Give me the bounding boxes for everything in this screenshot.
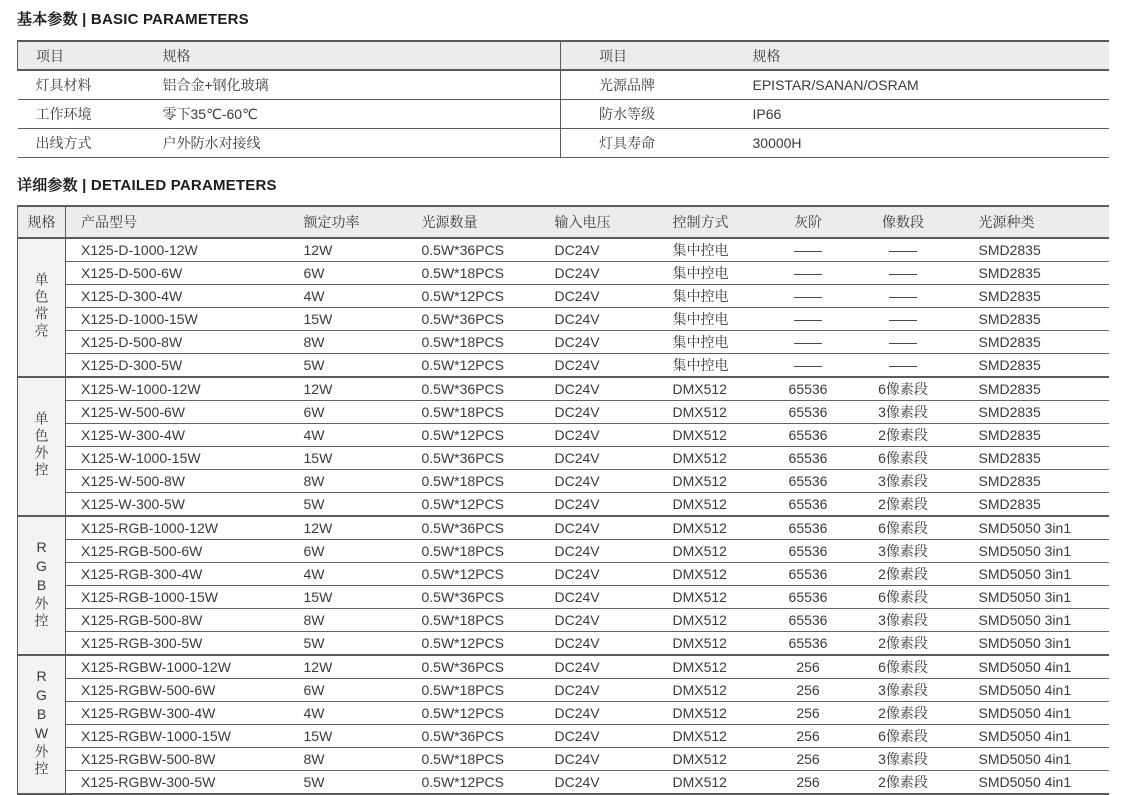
voltage-cell: DC24V [540, 609, 658, 632]
gray-cell: 256 [761, 771, 856, 795]
voltage-cell: DC24V [540, 632, 658, 656]
param-name: 工作环境 [18, 100, 148, 129]
product-row [18, 401, 1109, 424]
column-header-voltage: 输入电压 [540, 206, 658, 238]
control-cell: DMX512 [658, 586, 761, 609]
voltage-cell: DC24V [540, 238, 658, 262]
power-cell: 8W [289, 609, 407, 632]
voltage-cell: DC24V [540, 470, 658, 493]
model-cell: X125-RGB-300-4W [66, 563, 289, 586]
pixel-cell: 2像素段 [856, 424, 951, 447]
gray-cell: 65536 [761, 586, 856, 609]
column-header-qty: 光源数量 [407, 206, 540, 238]
source-cell: SMD2835 [951, 493, 1109, 517]
power-cell: 8W [289, 331, 407, 354]
product-row [18, 586, 1109, 609]
control-cell: DMX512 [658, 540, 761, 563]
group-label-text: RGB外控 [33, 538, 50, 630]
control-cell: 集中控电 [658, 354, 761, 378]
source-cell: SMD5050 4in1 [951, 679, 1109, 702]
column-header-power: 额定功率 [289, 206, 407, 238]
source-cell: SMD5050 4in1 [951, 771, 1109, 795]
power-cell: 15W [289, 586, 407, 609]
source-cell: SMD2835 [951, 354, 1109, 378]
model-cell: X125-D-500-6W [66, 262, 289, 285]
gray-cell: —— [761, 262, 856, 285]
gray-cell: 65536 [761, 447, 856, 470]
source-cell: SMD5050 4in1 [951, 702, 1109, 725]
power-cell: 12W [289, 377, 407, 401]
voltage-cell: DC24V [540, 586, 658, 609]
param-value: 户外防水对接线 [148, 129, 561, 158]
product-row [18, 563, 1109, 586]
column-header-spec: 规格 [18, 206, 66, 238]
power-cell: 6W [289, 401, 407, 424]
pixel-cell: —— [856, 354, 951, 378]
control-cell: DMX512 [658, 377, 761, 401]
power-cell: 4W [289, 702, 407, 725]
power-cell: 12W [289, 655, 407, 679]
model-cell: X125-W-500-6W [66, 401, 289, 424]
product-row [18, 331, 1109, 354]
control-cell: DMX512 [658, 516, 761, 540]
control-cell: DMX512 [658, 748, 761, 771]
source-cell: SMD5050 3in1 [951, 632, 1109, 656]
basic-param-row [18, 100, 1109, 129]
model-cell: X125-D-1000-12W [66, 238, 289, 262]
source-cell: SMD2835 [951, 308, 1109, 331]
model-cell: X125-RGB-500-6W [66, 540, 289, 563]
model-cell: X125-W-1000-15W [66, 447, 289, 470]
column-header-pixel: 像数段 [856, 206, 951, 238]
control-cell: DMX512 [658, 655, 761, 679]
param-name: 防水等级 [561, 100, 729, 129]
voltage-cell: DC24V [540, 748, 658, 771]
param-value: EPISTAR/SANAN/OSRAM [729, 70, 1109, 100]
pixel-cell: —— [856, 238, 951, 262]
power-cell: 6W [289, 679, 407, 702]
qty-cell: 0.5W*36PCS [407, 586, 540, 609]
control-cell: DMX512 [658, 401, 761, 424]
source-cell: SMD5050 3in1 [951, 586, 1109, 609]
voltage-cell: DC24V [540, 540, 658, 563]
power-cell: 15W [289, 447, 407, 470]
pixel-cell: 6像素段 [856, 586, 951, 609]
model-cell: X125-RGB-1000-12W [66, 516, 289, 540]
qty-cell: 0.5W*18PCS [407, 679, 540, 702]
column-header-spec-right: 规格 [729, 41, 1109, 70]
voltage-cell: DC24V [540, 725, 658, 748]
qty-cell: 0.5W*12PCS [407, 493, 540, 517]
pixel-cell: 6像素段 [856, 725, 951, 748]
control-cell: 集中控电 [658, 262, 761, 285]
pixel-cell: 2像素段 [856, 771, 951, 795]
model-cell: X125-D-300-5W [66, 354, 289, 378]
source-cell: SMD5050 4in1 [951, 725, 1109, 748]
column-header-control: 控制方式 [658, 206, 761, 238]
product-row [18, 470, 1109, 493]
pixel-cell: —— [856, 285, 951, 308]
pixel-cell: —— [856, 262, 951, 285]
gray-cell: 65536 [761, 540, 856, 563]
source-cell: SMD5050 3in1 [951, 609, 1109, 632]
param-name: 出线方式 [18, 129, 148, 158]
model-cell: X125-W-500-8W [66, 470, 289, 493]
voltage-cell: DC24V [540, 563, 658, 586]
pixel-cell: 2像素段 [856, 702, 951, 725]
qty-cell: 0.5W*12PCS [407, 424, 540, 447]
model-cell: X125-D-300-4W [66, 285, 289, 308]
qty-cell: 0.5W*36PCS [407, 655, 540, 679]
power-cell: 8W [289, 748, 407, 771]
param-value: 零下35℃-60℃ [148, 100, 561, 129]
gray-cell: —— [761, 354, 856, 378]
gray-cell: 65536 [761, 563, 856, 586]
pixel-cell: —— [856, 308, 951, 331]
qty-cell: 0.5W*12PCS [407, 563, 540, 586]
power-cell: 6W [289, 262, 407, 285]
product-row [18, 447, 1109, 470]
qty-cell: 0.5W*12PCS [407, 632, 540, 656]
source-cell: SMD5050 3in1 [951, 563, 1109, 586]
control-cell: DMX512 [658, 771, 761, 795]
control-cell: 集中控电 [658, 308, 761, 331]
power-cell: 4W [289, 285, 407, 308]
qty-cell: 0.5W*36PCS [407, 725, 540, 748]
voltage-cell: DC24V [540, 702, 658, 725]
product-row [18, 725, 1109, 748]
qty-cell: 0.5W*18PCS [407, 262, 540, 285]
qty-cell: 0.5W*12PCS [407, 285, 540, 308]
model-cell: X125-RGBW-500-8W [66, 748, 289, 771]
product-row [18, 632, 1109, 656]
pixel-cell: —— [856, 331, 951, 354]
qty-cell: 0.5W*18PCS [407, 401, 540, 424]
qty-cell: 0.5W*36PCS [407, 447, 540, 470]
model-cell: X125-RGBW-1000-15W [66, 725, 289, 748]
param-name: 灯具寿命 [561, 129, 729, 158]
qty-cell: 0.5W*18PCS [407, 609, 540, 632]
power-cell: 5W [289, 771, 407, 795]
product-row [18, 377, 1109, 401]
group-label [18, 377, 66, 516]
product-row [18, 516, 1109, 540]
group-label-text: RGBW外控 [33, 668, 50, 778]
control-cell: 集中控电 [658, 285, 761, 308]
group-label [18, 516, 66, 655]
pixel-cell: 3像素段 [856, 609, 951, 632]
voltage-cell: DC24V [540, 679, 658, 702]
gray-cell: 256 [761, 748, 856, 771]
power-cell: 4W [289, 424, 407, 447]
pixel-cell: 2像素段 [856, 632, 951, 656]
source-cell: SMD2835 [951, 331, 1109, 354]
model-cell: X125-RGBW-500-6W [66, 679, 289, 702]
control-cell: 集中控电 [658, 238, 761, 262]
pixel-cell: 3像素段 [856, 401, 951, 424]
product-row [18, 655, 1109, 679]
power-cell: 12W [289, 516, 407, 540]
product-row [18, 748, 1109, 771]
param-name: 灯具材料 [18, 70, 148, 100]
product-row [18, 285, 1109, 308]
group-label [18, 238, 66, 377]
pixel-cell: 6像素段 [856, 377, 951, 401]
qty-cell: 0.5W*12PCS [407, 702, 540, 725]
source-cell: SMD2835 [951, 262, 1109, 285]
basic-param-row [18, 70, 1109, 100]
source-cell: SMD2835 [951, 238, 1109, 262]
pixel-cell: 6像素段 [856, 655, 951, 679]
detailed-parameters-title: 详细参数 | DETAILED PARAMETERS [17, 177, 277, 194]
control-cell: DMX512 [658, 632, 761, 656]
voltage-cell: DC24V [540, 447, 658, 470]
gray-cell: 65536 [761, 632, 856, 656]
product-row [18, 702, 1109, 725]
pixel-cell: 6像素段 [856, 447, 951, 470]
source-cell: SMD2835 [951, 470, 1109, 493]
gray-cell: 65536 [761, 377, 856, 401]
source-cell: SMD2835 [951, 424, 1109, 447]
group-label-text: 单色常亮 [33, 272, 50, 340]
control-cell: DMX512 [658, 725, 761, 748]
source-cell: SMD2835 [951, 285, 1109, 308]
qty-cell: 0.5W*12PCS [407, 771, 540, 795]
gray-cell: —— [761, 308, 856, 331]
gray-cell: —— [761, 285, 856, 308]
qty-cell: 0.5W*12PCS [407, 354, 540, 378]
model-cell: X125-RGB-300-5W [66, 632, 289, 656]
basic-parameters-title: 基本参数 | BASIC PARAMETERS [17, 11, 249, 28]
control-cell: DMX512 [658, 563, 761, 586]
column-header-source: 光源种类 [951, 206, 1109, 238]
power-cell: 5W [289, 354, 407, 378]
basic-header-row [18, 41, 1109, 70]
qty-cell: 0.5W*36PCS [407, 238, 540, 262]
product-row [18, 238, 1109, 262]
qty-cell: 0.5W*36PCS [407, 516, 540, 540]
model-cell: X125-D-1000-15W [66, 308, 289, 331]
model-cell: X125-RGBW-300-5W [66, 771, 289, 795]
model-cell: X125-W-300-5W [66, 493, 289, 517]
control-cell: DMX512 [658, 702, 761, 725]
product-row [18, 771, 1109, 795]
voltage-cell: DC24V [540, 262, 658, 285]
detailed-parameters-table [17, 205, 1109, 795]
gray-cell: 256 [761, 655, 856, 679]
pixel-cell: 3像素段 [856, 470, 951, 493]
control-cell: DMX512 [658, 679, 761, 702]
control-cell: DMX512 [658, 424, 761, 447]
column-header-item-left: 项目 [18, 41, 148, 70]
power-cell: 6W [289, 540, 407, 563]
model-cell: X125-RGBW-1000-12W [66, 655, 289, 679]
control-cell: DMX512 [658, 447, 761, 470]
control-cell: DMX512 [658, 493, 761, 517]
control-cell: DMX512 [658, 609, 761, 632]
model-cell: X125-D-500-8W [66, 331, 289, 354]
voltage-cell: DC24V [540, 771, 658, 795]
voltage-cell: DC24V [540, 424, 658, 447]
source-cell: SMD2835 [951, 447, 1109, 470]
gray-cell: 65536 [761, 401, 856, 424]
group-label [18, 655, 66, 794]
control-cell: DMX512 [658, 470, 761, 493]
source-cell: SMD5050 3in1 [951, 540, 1109, 563]
source-cell: SMD5050 3in1 [951, 516, 1109, 540]
product-row [18, 262, 1109, 285]
gray-cell: 65536 [761, 493, 856, 517]
basic-parameters-table [17, 40, 1109, 158]
basic-param-row [18, 129, 1109, 158]
voltage-cell: DC24V [540, 401, 658, 424]
model-cell: X125-W-1000-12W [66, 377, 289, 401]
voltage-cell: DC24V [540, 354, 658, 378]
param-name: 光源品牌 [561, 70, 729, 100]
product-row [18, 540, 1109, 563]
product-row [18, 609, 1109, 632]
pixel-cell: 2像素段 [856, 493, 951, 517]
param-value: 铝合金+钢化玻璃 [148, 70, 561, 100]
model-cell: X125-RGBW-300-4W [66, 702, 289, 725]
voltage-cell: DC24V [540, 285, 658, 308]
pixel-cell: 6像素段 [856, 516, 951, 540]
qty-cell: 0.5W*18PCS [407, 748, 540, 771]
column-header-spec-left: 规格 [148, 41, 561, 70]
gray-cell: —— [761, 331, 856, 354]
source-cell: SMD5050 4in1 [951, 655, 1109, 679]
gray-cell: 256 [761, 725, 856, 748]
model-cell: X125-W-300-4W [66, 424, 289, 447]
source-cell: SMD5050 4in1 [951, 748, 1109, 771]
gray-cell: 256 [761, 702, 856, 725]
gray-cell: 65536 [761, 516, 856, 540]
product-row [18, 493, 1109, 517]
param-value: 30000H [729, 129, 1109, 158]
gray-cell: —— [761, 238, 856, 262]
power-cell: 15W [289, 308, 407, 331]
model-cell: X125-RGB-500-8W [66, 609, 289, 632]
pixel-cell: 3像素段 [856, 748, 951, 771]
source-cell: SMD2835 [951, 377, 1109, 401]
control-cell: 集中控电 [658, 331, 761, 354]
pixel-cell: 2像素段 [856, 563, 951, 586]
qty-cell: 0.5W*18PCS [407, 470, 540, 493]
product-row [18, 679, 1109, 702]
column-header-gray: 灰阶 [761, 206, 856, 238]
voltage-cell: DC24V [540, 655, 658, 679]
power-cell: 5W [289, 632, 407, 656]
power-cell: 5W [289, 493, 407, 517]
qty-cell: 0.5W*36PCS [407, 377, 540, 401]
power-cell: 8W [289, 470, 407, 493]
product-row [18, 354, 1109, 378]
detailed-header-row [18, 206, 1109, 238]
qty-cell: 0.5W*36PCS [407, 308, 540, 331]
power-cell: 15W [289, 725, 407, 748]
gray-cell: 65536 [761, 470, 856, 493]
power-cell: 4W [289, 563, 407, 586]
gray-cell: 65536 [761, 424, 856, 447]
product-row [18, 424, 1109, 447]
param-value: IP66 [729, 100, 1109, 129]
pixel-cell: 3像素段 [856, 540, 951, 563]
voltage-cell: DC24V [540, 493, 658, 517]
qty-cell: 0.5W*18PCS [407, 540, 540, 563]
column-header-item-right: 项目 [561, 41, 729, 70]
power-cell: 12W [289, 238, 407, 262]
voltage-cell: DC24V [540, 516, 658, 540]
model-cell: X125-RGB-1000-15W [66, 586, 289, 609]
gray-cell: 65536 [761, 609, 856, 632]
source-cell: SMD2835 [951, 401, 1109, 424]
group-label-text: 单色外控 [33, 411, 50, 479]
column-header-model: 产品型号 [66, 206, 289, 238]
pixel-cell: 3像素段 [856, 679, 951, 702]
voltage-cell: DC24V [540, 308, 658, 331]
voltage-cell: DC24V [540, 331, 658, 354]
product-row [18, 308, 1109, 331]
gray-cell: 256 [761, 679, 856, 702]
voltage-cell: DC24V [540, 377, 658, 401]
qty-cell: 0.5W*18PCS [407, 331, 540, 354]
